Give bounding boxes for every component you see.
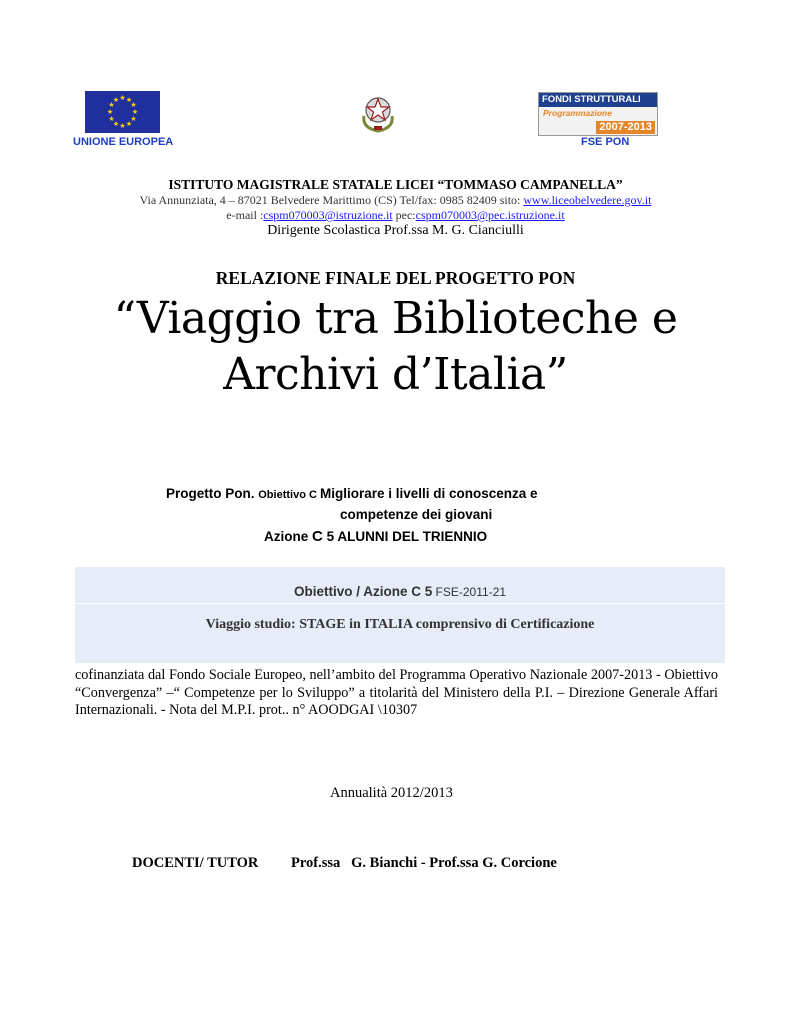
objective-line — [75, 584, 725, 599]
svg-text:★: ★ — [106, 108, 114, 116]
svg-text:★: ★ — [125, 96, 133, 104]
email-label: e-mail : — [226, 208, 264, 222]
docenti-names: Prof.ssa G. Bianchi - Prof.ssa G. Corcione — [291, 855, 557, 871]
eu-label: UNIONE EUROPEA — [73, 136, 174, 148]
italian-republic-emblem — [358, 90, 398, 134]
objective-box — [75, 567, 725, 663]
svg-text:★: ★ — [108, 115, 115, 123]
cofinanziata-paragraph: cofinanziata dal Fondo Sociale Europeo, nell’ambito del Programma Operativo Nazionale 2007-2013 - Obiettivo “Convergenza” –“ Competenze per lo Sviluppo” a titolarità del Ministero della P.I. – Direzione Generale Affari Internazionali. - Nota del M.P.I. prot.. n° AOODGAI \10307 — [75, 667, 718, 718]
obiettivo-word: Obiettivo — [258, 489, 306, 501]
svg-text:★: ★ — [130, 115, 137, 123]
email-link[interactable]: cspm070003@istruzione.it — [263, 208, 393, 222]
svg-text:★: ★ — [112, 120, 120, 128]
pon-label: FSE PON — [581, 136, 630, 148]
svg-text:★: ★ — [112, 96, 120, 104]
eu-flag-logo — [85, 91, 160, 133]
objective-code: FSE-2011-21 — [432, 585, 507, 599]
docenti-label: DOCENTI/ TUTOR — [132, 855, 259, 871]
report-heading: RELAZIONE FINALE DEL PROGETTO PON — [215, 268, 576, 288]
azione-letter: C — [312, 528, 323, 545]
pon-logo-top: FONDI STRUTTURALI — [539, 93, 657, 107]
project-line3 — [264, 528, 487, 545]
viaggio-line: Viaggio studio: STAGE in ITALIA comprensivo di Certificazione — [205, 617, 595, 632]
pec-link[interactable]: cspm070003@pec.istruzione.it — [415, 208, 565, 222]
school-address — [0, 193, 791, 208]
annualita: Annualità 2012/2013 — [330, 785, 453, 801]
report-title-line2: Archivi d’Italia” — [223, 349, 568, 400]
fse-pon-logo — [538, 92, 658, 136]
project-line1 — [166, 486, 538, 501]
project-label: Progetto Pon. — [166, 486, 259, 501]
school-name: ISTITUTO MAGISTRALE STATALE LICEI “TOMMASO CAMPANELLA” — [168, 177, 623, 192]
azione-word: Azione — [264, 529, 313, 544]
eu-stars-icon — [85, 91, 160, 133]
school-contacts — [0, 208, 791, 223]
pon-logo-mid: Programmazione — [543, 108, 612, 118]
project-line2: competenze dei giovani — [340, 507, 493, 522]
svg-text:★: ★ — [131, 108, 139, 116]
box-divider — [75, 603, 725, 604]
project-goal: Migliorare i livelli di conoscenza e — [319, 486, 538, 501]
svg-text:★: ★ — [108, 101, 115, 109]
pec-label: pec: — [392, 208, 416, 222]
svg-text:★: ★ — [119, 122, 126, 130]
report-title-line1: “Viaggio tra Biblioteche e — [113, 293, 678, 344]
principal: Dirigente Scolastica Prof.ssa M. G. Cianciulli — [267, 223, 524, 238]
obiettivo-letter: C — [305, 489, 320, 501]
azione-target: 5 ALUNNI DEL TRIENNIO — [322, 529, 488, 544]
website-link[interactable]: www.liceobelvedere.gov.it — [523, 193, 652, 207]
svg-text:★: ★ — [130, 101, 137, 109]
objective-label: Obiettivo / Azione C 5 — [293, 584, 433, 599]
pon-logo-years: 2007-2013 — [596, 121, 655, 134]
address-text: Via Annunziata, 4 – 87021 Belvedere Marittimo (CS) Tel/fax: 0985 82409 sito: — [139, 193, 524, 207]
svg-text:★: ★ — [125, 120, 133, 128]
svg-text:★: ★ — [119, 94, 126, 102]
